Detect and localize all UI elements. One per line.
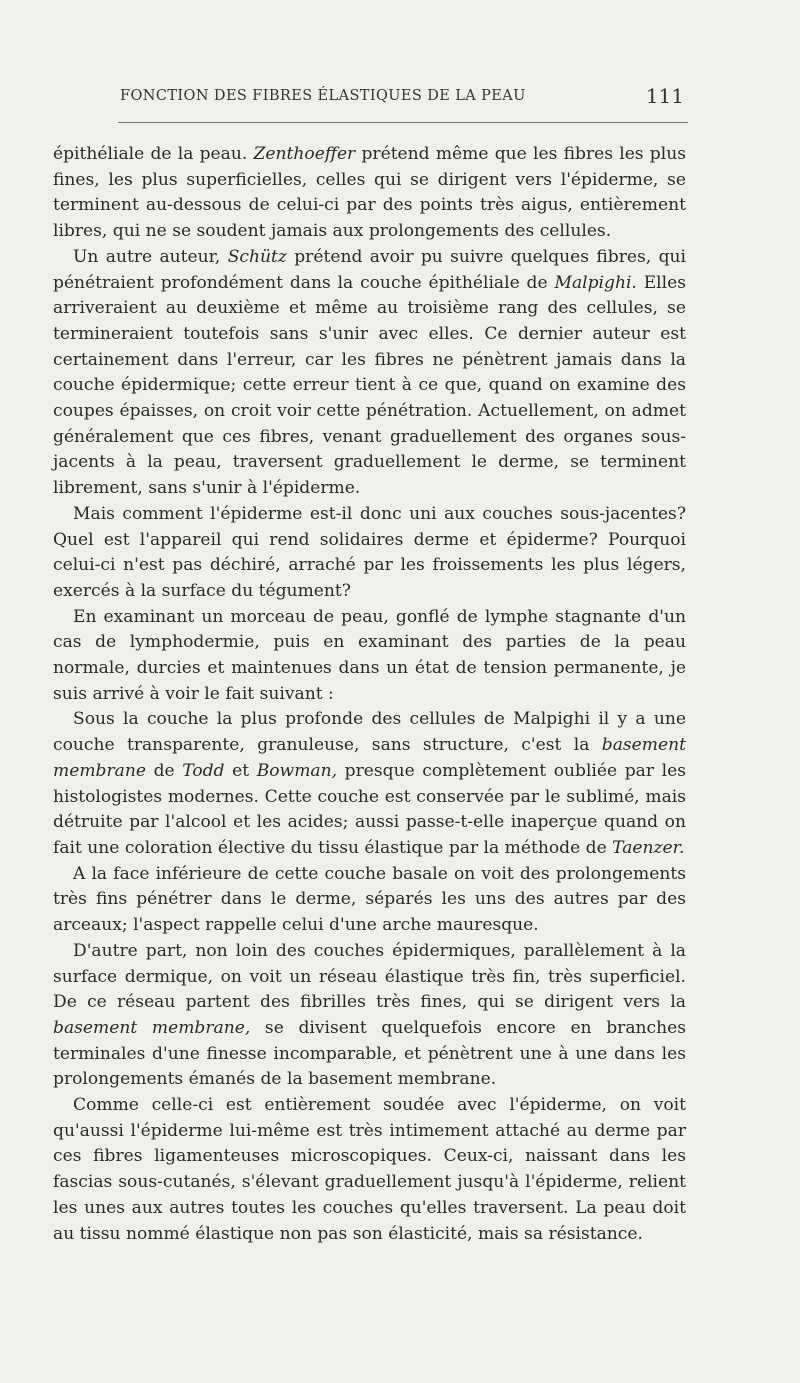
italic-text: basement membrane, xyxy=(53,1017,251,1038)
paragraph xyxy=(53,862,686,939)
paragraph-text: de xyxy=(145,760,183,781)
paragraph-text: et xyxy=(224,760,257,781)
paragraph-text: D'autre part, non loin des couches épidermiques, parallèlement à la surface dermique, on voit un réseau élastique très fin, très superficiel. De ce réseau partent des fibrilles très fines, qui se dirigent vers la xyxy=(53,940,686,1013)
paragraph-text: Mais comment l'épiderme est-il donc uni aux couches sous-jacentes? Quel est l'appareil qui rend solidaires derme et épiderme? Pourquoi celui-ci n'est pas déchiré, arraché par les froissements les plus légers, exercés à la surface du tégument? xyxy=(53,503,686,601)
paragraph xyxy=(53,142,686,245)
page-number: 111 xyxy=(645,84,684,108)
italic-text: Malpighi. xyxy=(554,272,637,293)
header-rule xyxy=(118,122,688,123)
paragraph-text: Un autre auteur, xyxy=(73,246,228,267)
paragraph-text: Elles arriveraient au deuxième et même au troisième rang des cellules, se termineraient toutefois sans s'unir avec elles. Ce dernier auteur est certainement dans l'erreur, car les fibres ne pénètrent jamais dans la couche épidermique; cette erreur tient à ce que, quand on examine des coupes épaisses, on croit voir cette pénétration. Actuellement, on admet généralement que ces fibres, venant graduellement des organes sous-jacents à la peau, traversent graduellement le derme, se terminent librement, sans s'unir à l'épiderme. xyxy=(53,272,687,499)
paragraph-text: prétend même que les fibres les plus fines, les plus superficielles, celles qui se dirigent vers l'épiderme, se terminent au-dessous de celui-ci par des points très aigus, entièrement libres, qui ne se soudent jamais aux prolongements des cellules. xyxy=(53,144,686,242)
page-header xyxy=(118,84,686,112)
paragraph xyxy=(53,502,686,605)
paragraph xyxy=(53,1093,686,1247)
body-text xyxy=(53,142,686,1247)
paragraph-text: A la face inférieure de cette couche basale on voit des prolongements très fins pénétrer dans le derme, séparés les uns des autres par des arceaux; l'aspect rappelle celui d'une arche mauresque. xyxy=(53,863,686,936)
paragraph-text: En examinant un morceau de peau, gonflé de lymphe stagnante d'un cas de lymphodermie, puis en examinant des parties de la peau normale, durcies et maintenues dans un état de tension permanente, je suis arrivé à voir le fait suivant : xyxy=(53,606,686,704)
running-head: FONCTION DES FIBRES ÉLASTIQUES DE LA PEAU xyxy=(120,88,526,104)
paragraph-text: Sous la couche la plus profonde des cellules de Malpighi il y a une couche transparente, granuleuse, sans structure, c'est la xyxy=(53,709,686,756)
italic-text: Bowman, xyxy=(256,760,338,781)
italic-text: Taenzer. xyxy=(612,837,685,858)
paragraph xyxy=(53,707,686,861)
paragraph xyxy=(53,939,686,1093)
italic-text: basement membrane xyxy=(53,735,686,781)
italic-text: Todd xyxy=(182,760,225,781)
paragraph-text: Comme celle-ci est entièrement soudée avec l'épiderme, on voit qu'aussi l'épiderme lui-même est très intimement attaché au derme par ces fibres ligamenteuses microscopiques. Ceux-ci, naissant dans les fascias sous-cutanés, s'élevant graduellement jusqu'à l'épiderme, relient les unes aux autres toutes les couches qu'elles traversent. La peau doit au tissu nommé élastique non pas son élasticité, mais sa résistance. xyxy=(53,1095,686,1244)
italic-text: Schütz xyxy=(227,246,287,267)
paragraph-text: prétend avoir pu suivre quelques fibres, qui pénétraient profondément dans la couche épithéliale de xyxy=(53,246,686,293)
paragraph xyxy=(53,245,686,502)
paragraph-text: presque complètement oubliée par les histologistes modernes. Cette couche est conservée par le sublimé, mais détruite par l'alcool et les acides; aussi passe-t-elle inaperçue quand on fait une coloration élective du tissu élastique par la méthode de xyxy=(53,760,686,858)
paragraph xyxy=(53,605,686,708)
italic-text: Zenthoeffer xyxy=(253,144,356,164)
paragraph-text: se divisent quelquefois encore en branches terminales d'une finesse incomparable, et pénètrent une à une dans les prolongements émanés de la basement membrane. xyxy=(53,1017,687,1090)
paragraph-text: épithéliale de la peau. xyxy=(53,144,254,164)
